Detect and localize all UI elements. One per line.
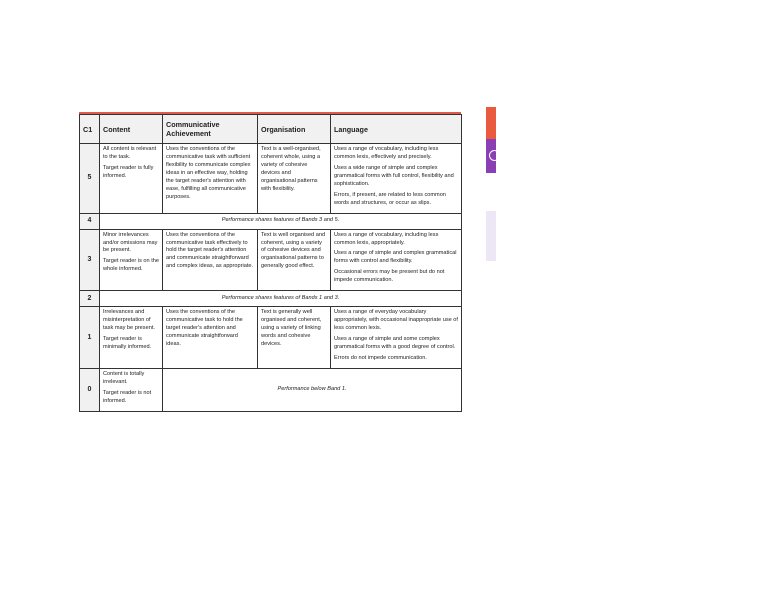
header-content: Content	[100, 115, 163, 144]
table-row-band-0	[80, 368, 462, 411]
communicative-cell: Uses the conventions of the communicative task to hold the target reader's attention and communicate straightforward ideas.	[163, 307, 258, 369]
header-communicative-achievement: Communicative Achievement	[163, 115, 258, 144]
shared-features-cell: Performance shares features of Bands 3 and 5.	[100, 213, 462, 229]
language-cell: Uses a range of vocabulary, including less common lexis, effectively and precisely. Uses a wide range of simple and complex grammatical forms with full control, flexibility and sophistication. Errors, if present, are related to less common words and structures, or occur as slips.	[331, 144, 462, 214]
table-row-band-4	[80, 213, 462, 229]
header-language: Language	[331, 115, 462, 144]
organisation-cell: Text is well organised and coherent, using a variety of cohesive devices and organisational patterns to generally good effect.	[258, 229, 331, 291]
assessment-scale-document	[79, 112, 461, 412]
header-c1: C1	[80, 115, 100, 144]
communicative-cell: Uses the conventions of the communicative task effectively to hold the target reader's attention and communicate straightforward and complex ideas, as appropriate.	[163, 229, 258, 291]
table-row-band-2	[80, 291, 462, 307]
band-number: 4	[80, 213, 100, 229]
band-number: 2	[80, 291, 100, 307]
side-light-panel	[486, 211, 496, 261]
content-cell: All content is relevant to the task. Target reader is fully informed.	[100, 144, 163, 214]
band-number: 1	[80, 307, 100, 369]
table-header-row	[80, 115, 462, 144]
communicative-cell: Uses the conventions of the communicative task with sufficient flexibility to communicate complex ideas in an effective way, holding the target reader's attention with ease, fulfilling all communicative purposes.	[163, 144, 258, 214]
circle-icon	[489, 150, 500, 161]
side-accent-bar	[486, 107, 496, 139]
side-nav-tab[interactable]	[486, 139, 496, 173]
header-organisation: Organisation	[258, 115, 331, 144]
below-band-cell: Performance below Band 1.	[163, 368, 462, 411]
language-cell: Uses a range of vocabulary, including less common lexis, appropriately. Uses a range of simple and complex grammatical forms with control and flexibility. Occasional errors may be present but do not impede communication.	[331, 229, 462, 291]
table-row-band-3	[80, 229, 462, 291]
table-row-band-1	[80, 307, 462, 369]
language-cell: Uses a range of everyday vocabulary appropriately, with occasional inappropriate use of less common lexis. Uses a range of simple and some complex grammatical forms with a good degree of control. Errors do not impede communication.	[331, 307, 462, 369]
content-cell: Minor irrelevances and/or omissions may be present. Target reader is on the whole informed.	[100, 229, 163, 291]
content-cell: Content is totally irrelevant. Target reader is not informed.	[100, 368, 163, 411]
organisation-cell: Text is a well-organised, coherent whole, using a variety of cohesive devices and organisational patterns with flexibility.	[258, 144, 331, 214]
band-number: 3	[80, 229, 100, 291]
shared-features-cell: Performance shares features of Bands 1 and 3.	[100, 291, 462, 307]
band-number: 0	[80, 368, 100, 411]
table-row-band-5	[80, 144, 462, 214]
assessment-scale-table	[79, 114, 462, 412]
organisation-cell: Text is generally well organised and coherent, using a variety of linking words and cohesive devices.	[258, 307, 331, 369]
content-cell: Irrelevances and misinterpretation of task may be present. Target reader is minimally informed.	[100, 307, 163, 369]
band-number: 5	[80, 144, 100, 214]
